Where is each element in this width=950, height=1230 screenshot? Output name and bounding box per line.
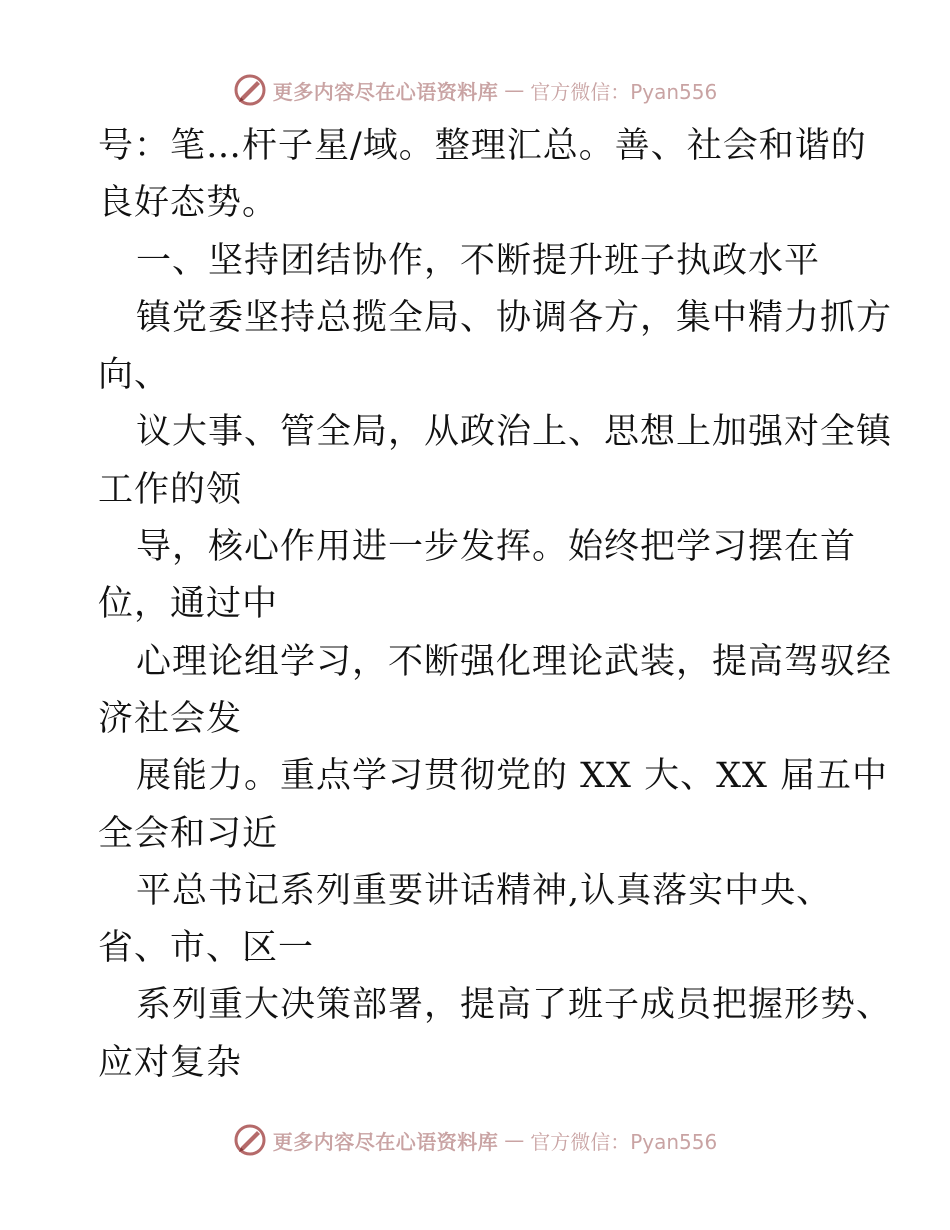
paragraph-line: 平总书记系列重要讲话精神,认真落实中央、	[136, 870, 833, 911]
banner-separator: —	[504, 1128, 525, 1152]
banner-wechat-text: 官方微信：Pyan556	[530, 79, 718, 104]
paragraph-line: 向、	[98, 355, 171, 396]
header-watermark-banner	[0, 70, 950, 110]
paragraph-line: 良好态势。	[98, 183, 279, 224]
banner-separator: —	[504, 78, 525, 102]
paragraph-line: 号：笔…杆子星/域。整理汇总。善、社会和谐的	[98, 126, 867, 166]
section-heading: 一、坚持团结协作，不断提升班子执政水平	[136, 240, 821, 281]
document-body	[98, 118, 893, 1092]
paragraph-line: 应对复杂	[98, 1042, 243, 1083]
paragraph-line: 议大事、管全局，从政治上、思想上加强对全镇	[136, 412, 893, 453]
pen-logo-icon	[233, 1123, 267, 1157]
paragraph-line: 济社会发	[98, 698, 243, 739]
paragraph-line: 镇党委坚持总揽全局、协调各方，集中精力抓方	[136, 297, 893, 338]
paragraph-line: 展能力。重点学习贯彻党的 XX 大、XX 届五中	[136, 756, 889, 797]
paragraph-line: 位，通过中	[98, 584, 279, 625]
paragraph-line: 导，核心作用进一步发挥。始终把学习摆在首	[136, 527, 857, 568]
pen-logo-icon	[233, 73, 267, 107]
banner-main-text: 更多内容尽在心语资料库	[272, 79, 499, 104]
banner-main-text: 更多内容尽在心语资料库	[272, 1129, 499, 1154]
paragraph-line: 省、市、区一	[98, 928, 315, 969]
paragraph-line: 全会和习近	[98, 813, 279, 854]
paragraph-line: 心理论组学习，不断强化理论武装，提高驾驭经	[136, 641, 893, 682]
paragraph-line: 工作的领	[98, 469, 243, 510]
banner-wechat-text: 官方微信：Pyan556	[530, 1129, 718, 1154]
footer-watermark-banner	[0, 1120, 950, 1160]
paragraph-line: 系列重大决策部署，提高了班子成员把握形势、	[136, 985, 893, 1026]
